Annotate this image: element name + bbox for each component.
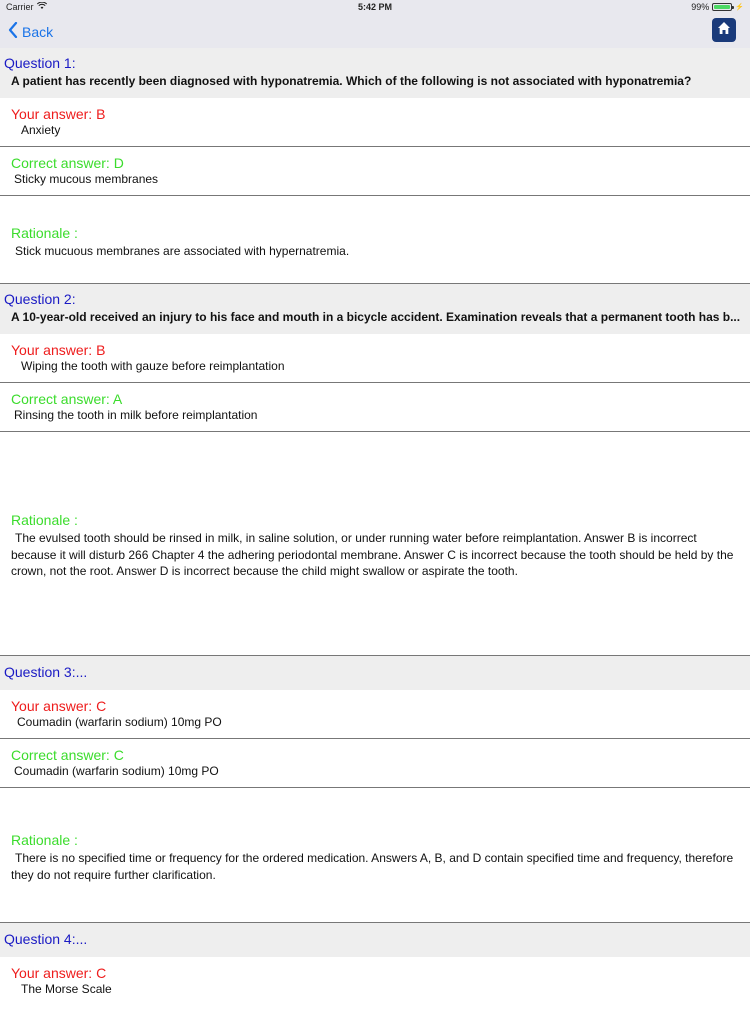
battery-fill <box>714 5 730 9</box>
question-title: Question 3:... <box>4 664 88 680</box>
status-bar <box>0 0 750 14</box>
results-list[interactable] <box>0 48 750 1012</box>
correct-answer-text: Rinsing the tooth in milk before reimplantation <box>14 408 258 422</box>
your-answer-label: Your answer: B <box>11 342 106 358</box>
status-time: 5:42 PM <box>357 2 392 12</box>
correct-answer-label: Correct answer: C <box>11 747 124 763</box>
your-answer-row <box>0 690 750 739</box>
your-answer-text: Anxiety <box>21 123 61 137</box>
question-header <box>0 922 750 957</box>
question-title: Question 1: <box>4 55 76 71</box>
your-answer-text: Coumadin (warfarin sodium) 10mg PO <box>17 715 222 729</box>
rationale-text: Stick mucuous membranes are associated with hypernatremia. <box>15 244 350 258</box>
status-right <box>691 2 744 12</box>
question-title: Question 4:... <box>4 931 88 947</box>
question-text: A patient has recently been diagnosed with hyponatremia. Which of the following is not associated with hyponatremia? <box>11 74 692 88</box>
back-label: Back <box>22 23 54 40</box>
correct-answer-label: Correct answer: D <box>11 155 124 171</box>
home-icon <box>717 21 731 40</box>
rationale-row <box>0 432 750 655</box>
question-header <box>0 655 750 690</box>
your-answer-label: Your answer: C <box>11 698 107 714</box>
battery-icon <box>712 3 732 11</box>
chevron-left-icon <box>8 22 18 41</box>
question-header <box>0 283 750 334</box>
carrier-label: Carrier <box>6 2 34 12</box>
your-answer-row <box>0 98 750 147</box>
rationale-label: Rationale : <box>11 225 78 241</box>
charging-icon: ⚡ <box>735 4 744 11</box>
navigation-bar <box>0 14 750 49</box>
question-header <box>0 48 750 98</box>
correct-answer-row <box>0 383 750 432</box>
rationale-label: Rationale : <box>11 832 78 848</box>
rationale-text: There is no specified time or frequency for the ordered medication. Answers A, B, and D contain specified time and frequency, therefore they do not require further clarification. <box>11 851 734 882</box>
correct-answer-row <box>0 739 750 788</box>
rationale-row <box>0 788 750 922</box>
correct-answer-text: Coumadin (warfarin sodium) 10mg PO <box>14 764 219 778</box>
rationale-text: The evulsed tooth should be rinsed in milk, in saline solution, or under running water before reimplantation. Answer B is incorrect because it will disturb 266 Chapter 4 the adhering periodontal membrane. Answer C is incorrect because the tooth should be held by the crown, not the root. Answer D is incorrect because the child might swallow or aspirate the tooth. <box>11 531 734 578</box>
correct-answer-text: Sticky mucous membranes <box>14 172 159 186</box>
rationale-row <box>0 196 750 283</box>
your-answer-text: The Morse Scale <box>21 982 112 996</box>
correct-answer-label: Correct answer: A <box>11 391 123 407</box>
back-button[interactable] <box>8 22 53 41</box>
your-answer-text: Wiping the tooth with gauze before reimplantation <box>21 359 285 373</box>
your-answer-row <box>0 334 750 383</box>
home-button[interactable] <box>712 18 736 42</box>
battery-percent: 99% <box>691 2 710 12</box>
your-answer-label: Your answer: B <box>11 106 106 122</box>
your-answer-label: Your answer: C <box>11 965 107 981</box>
correct-answer-row <box>0 147 750 196</box>
question-text: A 10-year-old received an injury to his face and mouth in a bicycle accident. Examination reveals that a permanent tooth has b... <box>11 310 741 324</box>
rationale-label: Rationale : <box>11 512 78 528</box>
question-title: Question 2: <box>4 291 76 307</box>
your-answer-row <box>0 957 750 1012</box>
